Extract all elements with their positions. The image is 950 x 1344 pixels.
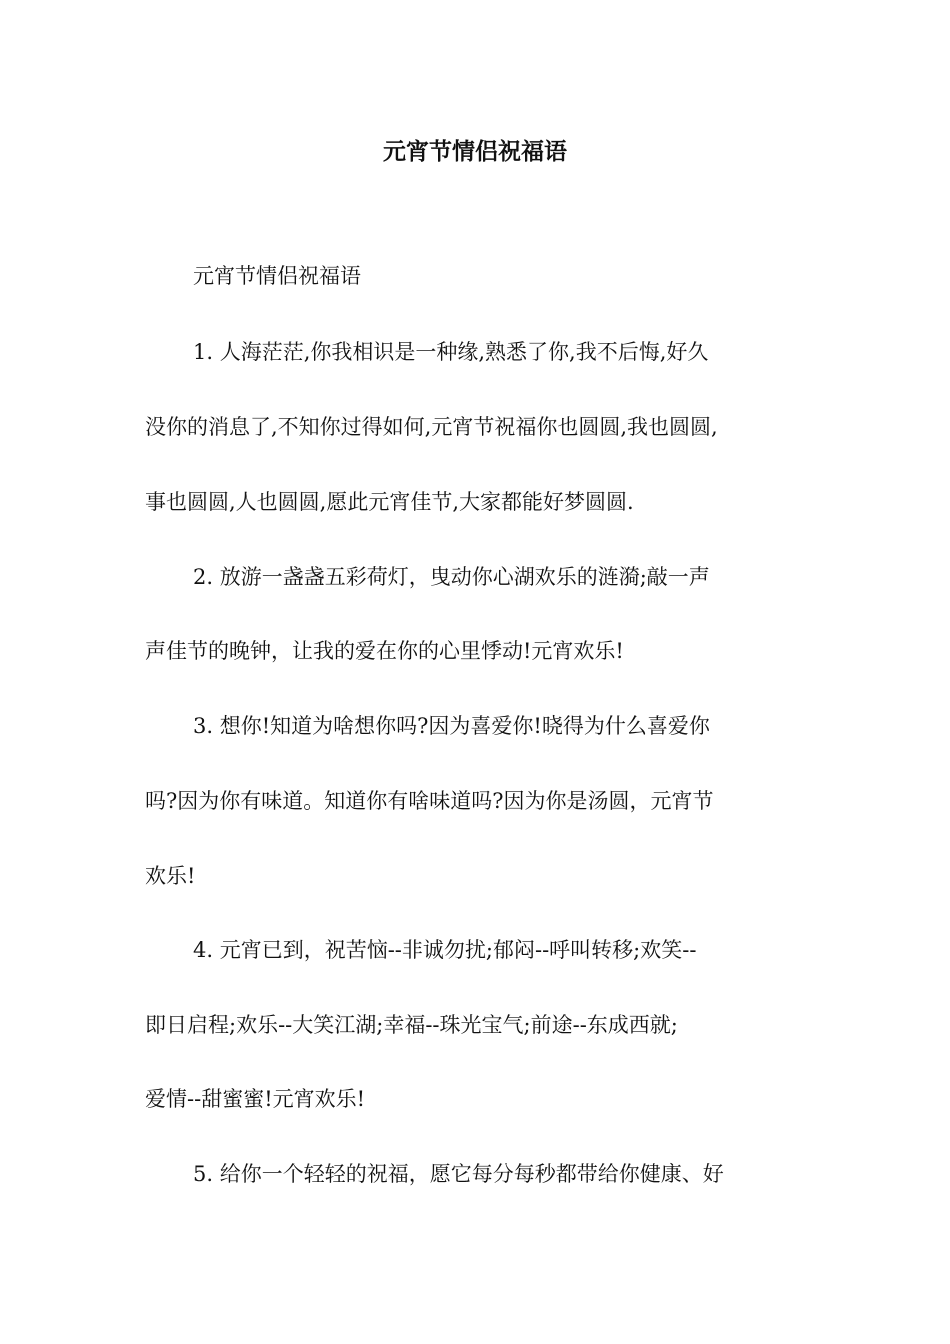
paragraph-line: 1. 人海茫茫,你我相识是一种缘,熟悉了你,我不后悔,好久 (193, 340, 709, 364)
paragraph-line: 3. 想你!知道为啥想你吗?因为喜爱你!晓得为什么喜爱你 (193, 714, 710, 738)
paragraph-line: 没你的消息了,不知你过得如何,元宵节祝福你也圆圆,我也圆圆, (145, 415, 718, 439)
paragraph-line: 4. 元宵已到，祝苦恼--非诚勿扰;郁闷--呼叫转移;欢笑-- (193, 938, 697, 962)
paragraph-line: 2. 放游一盏盏五彩荷灯，曳动你心湖欢乐的涟漪;敲一声 (193, 565, 710, 589)
paragraph-line: 爱情--甜蜜蜜!元宵欢乐! (145, 1087, 366, 1111)
paragraph-line: 即日启程;欢乐--大笑江湖;幸福--珠光宝气;前途--东成西就; (145, 1013, 678, 1037)
paragraph-line: 声佳节的晚钟，让我的爱在你的心里悸动!元宵欢乐! (145, 639, 624, 663)
paragraph-line: 欢乐! (145, 864, 196, 888)
paragraph-line: 吗?因为你有味道。知道你有啥味道吗?因为你是汤圆，元宵节 (145, 789, 714, 813)
subtitle-line: 元宵节情侣祝福语 (193, 264, 361, 288)
document-title: 元宵节情侣祝福语 (383, 138, 567, 165)
paragraph-line: 事也圆圆,人也圆圆,愿此元宵佳节,大家都能好梦圆圆. (145, 490, 634, 514)
paragraph-line: 5. 给你一个轻轻的祝福，愿它每分每秒都带给你健康、好 (193, 1162, 724, 1186)
